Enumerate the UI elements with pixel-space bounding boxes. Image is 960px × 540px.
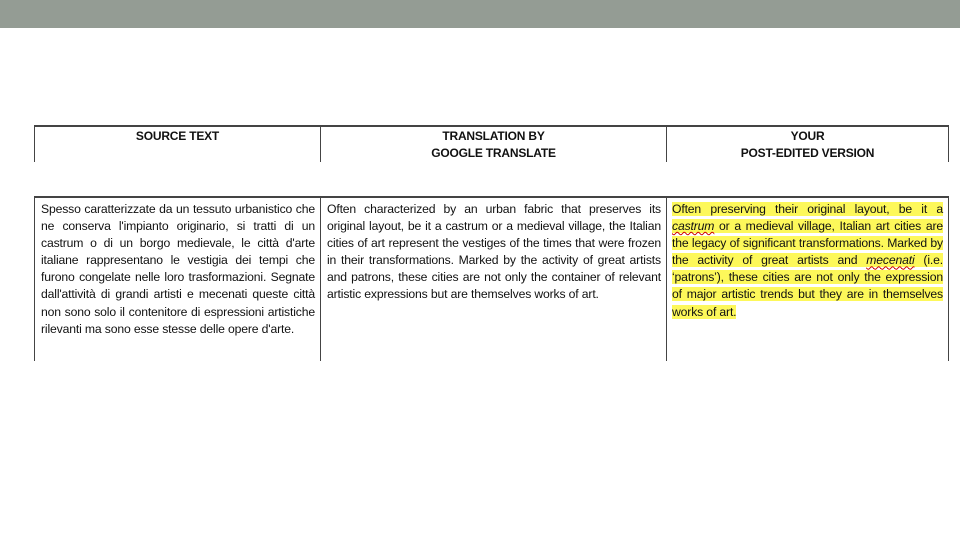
table-body: [34, 196, 949, 361]
header-source: [35, 126, 321, 162]
post-edited-part2: or a medieval village, Italian art cities are the legacy of significant transformations. Marked by the activity of great artists and: [672, 219, 943, 268]
header-translation: [321, 126, 667, 162]
header-source-label: SOURCE TEXT: [135, 129, 220, 143]
post-edited-cell: [667, 197, 949, 361]
post-edited-mecenati: mecenati: [866, 253, 915, 268]
post-edited-text: [672, 202, 943, 319]
translation-text: Often characterized by an urban fabric that preserves its original layout, be it a castrum or a medieval village, the Italian cities of art represent the vestiges of the times that were frozen in their transformations. Marked by the activity of great artists and patrons, these cities are not only the container of relevant artistic expressions but are themselves works of art.: [327, 202, 661, 302]
header-post-edit-line2: POST-EDITED VERSION: [740, 146, 875, 160]
table-header: [34, 125, 949, 162]
source-text-cell: [35, 197, 321, 361]
slide-top-bar: [0, 0, 960, 28]
header-post-edit-line1: YOUR: [790, 129, 825, 143]
post-edited-part1: Often preserving their original layout, be it a: [672, 202, 943, 216]
header-translation-line1: TRANSLATION BY: [442, 129, 545, 143]
post-edited-castrum: castrum: [672, 219, 715, 234]
header-post-edit: [667, 126, 949, 162]
post-edited-part3: (i.e. ‘patrons’), these cities are not only the expression of major artistic trends but they are in themselves works of art.: [672, 253, 943, 319]
translation-text-cell: [321, 197, 667, 361]
source-text: Spesso caratterizzate da un tessuto urbanistico che ne conserva l'impianto originario, si tratti di un castrum o di un borgo medievale, le città d'arte italiane rappresentano le vestigia dei tempi che furono congelate nelle loro trasformazioni. Segnate dall'attività di grandi artisti e mecenati queste città non sono solo il contenitore di espressioni artistiche rilevanti ma sono esse stesse delle opere d'arte.: [41, 202, 315, 336]
header-translation-line2: GOOGLE TRANSLATE: [431, 146, 556, 160]
